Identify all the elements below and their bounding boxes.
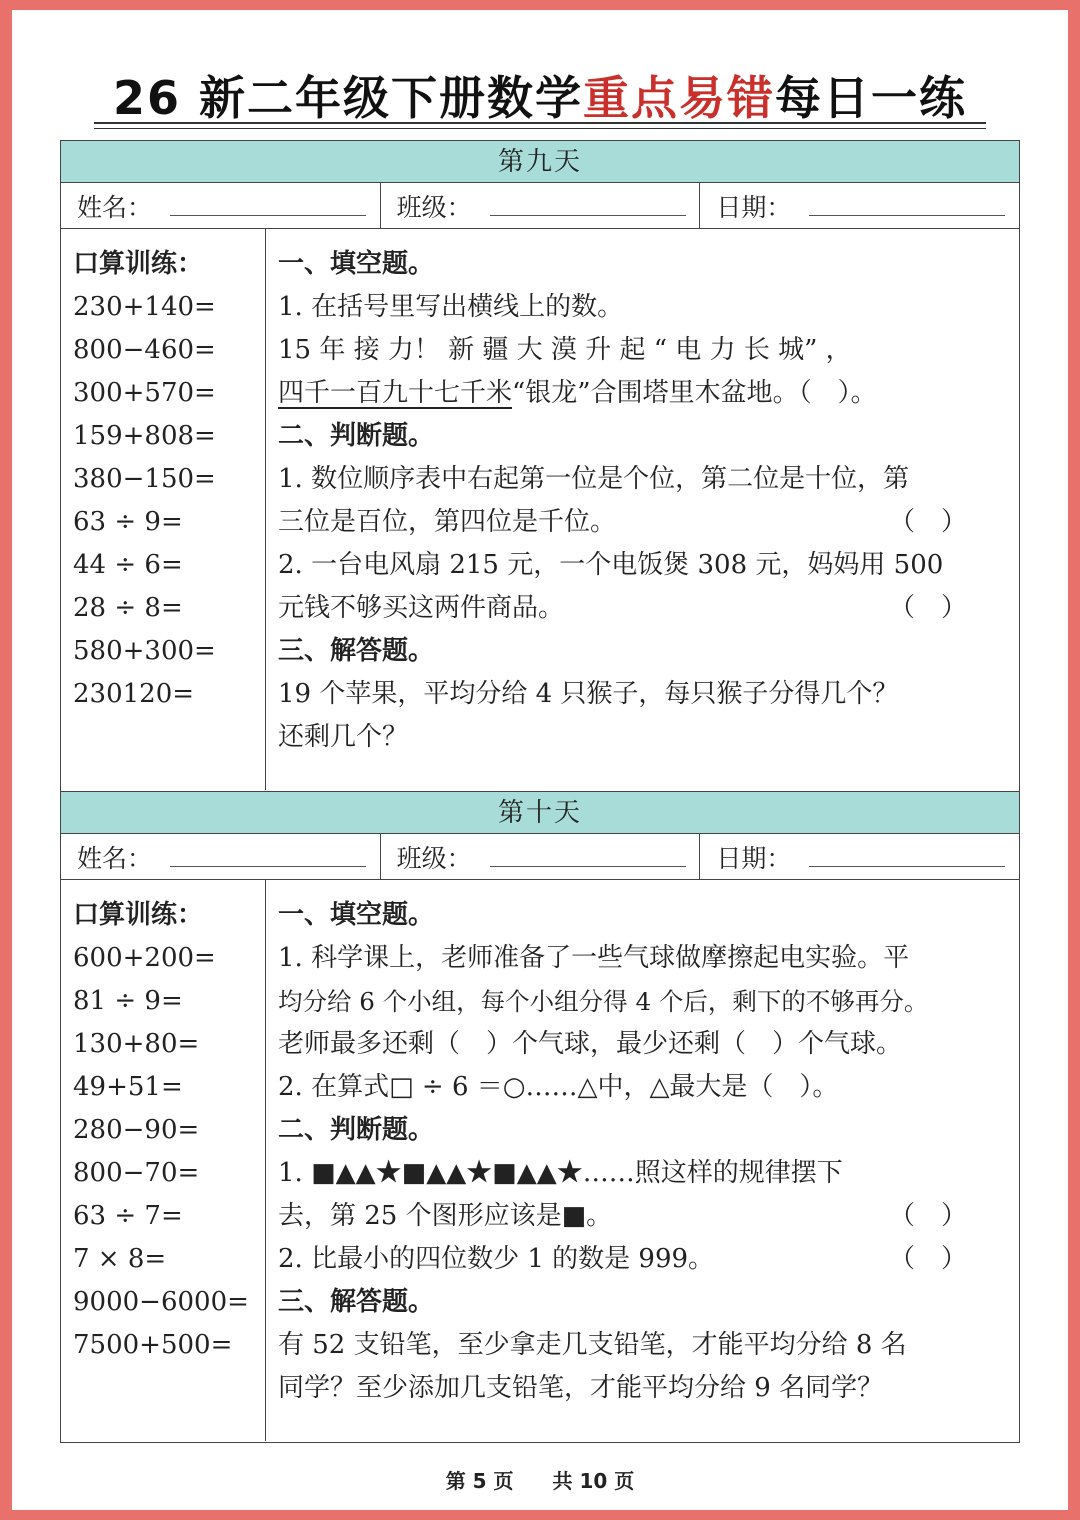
title-underline-thin xyxy=(94,128,986,129)
title-part2: 每日一练 xyxy=(775,71,968,125)
question-text-tail: 三位是百位，第四位是千位。 xyxy=(278,507,617,537)
answer-parentheses[interactable]: （ ） xyxy=(888,507,967,537)
date-label: 日期： xyxy=(716,843,792,873)
section-title-solve: 三、解答题。 xyxy=(278,636,435,666)
page-title xyxy=(12,62,1068,128)
mental-item: 230120= xyxy=(73,679,195,709)
date-field[interactable] xyxy=(700,183,1019,228)
name-field[interactable] xyxy=(61,834,381,879)
answer-parentheses[interactable]: （ ） xyxy=(888,1244,967,1274)
mental-item: 7 × 8= xyxy=(73,1244,167,1274)
question-text xyxy=(278,1195,1009,1238)
name-label: 姓名： xyxy=(77,843,153,873)
date-blank[interactable] xyxy=(809,196,1005,216)
question-text: 均分给 6 个小组，每个小组分得 4 个后，剩下的不够再分。 xyxy=(278,987,929,1016)
class-label: 班级： xyxy=(396,843,472,873)
name-blank[interactable] xyxy=(170,847,366,867)
question-text: 2. 一台电风扇 215 元，一个电饭煲 308 元，妈妈用 500 xyxy=(278,550,944,580)
question-text-tail: 2. 比最小的四位数少 1 的数是 999。 xyxy=(278,1244,715,1274)
title-highlight: 重点易错 xyxy=(583,71,776,125)
question-text: 15 年 接 力！ 新 疆 大 漠 升 起 “ 电 力 长 城” ， xyxy=(278,335,852,365)
day-header: 第十天 xyxy=(61,792,1019,834)
mental-item: 280−90= xyxy=(73,1115,200,1145)
info-row xyxy=(61,834,1019,880)
question-text xyxy=(278,1238,1009,1281)
mental-item: 63 ÷ 7= xyxy=(73,1201,183,1231)
title-underline xyxy=(94,122,986,124)
questions-column xyxy=(266,229,1019,790)
day-section-9 xyxy=(60,140,1020,792)
question-text: 1. ■▲▲★■▲▲★■▲▲★……照这样的规律摆下 xyxy=(278,1158,843,1188)
questions-column xyxy=(266,880,1019,1441)
mental-item: 28 ÷ 8= xyxy=(73,593,183,623)
mental-item: 130+80= xyxy=(73,1029,200,1059)
mental-item: 230+140= xyxy=(73,292,216,322)
question-text xyxy=(278,501,1009,544)
name-label: 姓名： xyxy=(77,192,153,222)
mental-item: 159+808= xyxy=(73,421,216,451)
question-text: 有 52 支铅笔，至少拿走几支铅笔，才能平均分给 8 名 xyxy=(278,1330,907,1360)
mental-math-title: 口算训练： xyxy=(73,900,204,930)
date-blank[interactable] xyxy=(809,847,1005,867)
mental-item: 81 ÷ 9= xyxy=(73,986,183,1016)
mental-item: 380−150= xyxy=(73,464,216,494)
mental-math-column xyxy=(61,880,266,1441)
info-row xyxy=(61,183,1019,229)
mental-item: 63 ÷ 9= xyxy=(73,507,183,537)
section-title-fill: 一、填空题。 xyxy=(278,249,435,279)
mental-item: 580+300= xyxy=(73,636,216,666)
question-text-tail: 去，第 25 个图形应该是■。 xyxy=(278,1201,613,1231)
class-blank[interactable] xyxy=(490,847,686,867)
day-section-10 xyxy=(60,791,1020,1443)
question-text: 同学？至少添加几支铅笔，才能平均分给 9 名同学？ xyxy=(278,1373,884,1403)
mental-item: 9000−6000= xyxy=(73,1287,249,1317)
page-number: 第 5 页 xyxy=(445,1469,514,1493)
mental-item: 800−460= xyxy=(73,335,216,365)
question-text-tail: 元钱不够买这两件商品。 xyxy=(278,593,565,623)
mental-item: 800−70= xyxy=(73,1158,200,1188)
answer-parentheses[interactable]: （ ） xyxy=(888,1201,967,1231)
mental-math-column xyxy=(61,229,266,790)
section-title-solve: 三、解答题。 xyxy=(278,1287,435,1317)
question-text xyxy=(278,587,1009,630)
question-text: 1. 在括号里写出横线上的数。 xyxy=(278,292,624,322)
title-part1: 26 新二年级下册数学 xyxy=(112,71,584,125)
section-title-fill: 一、填空题。 xyxy=(278,900,435,930)
worksheet-page xyxy=(12,10,1068,1510)
section-title-judge: 二、判断题。 xyxy=(278,421,435,451)
question-text: 还剩几个？ xyxy=(278,722,409,752)
name-field[interactable] xyxy=(61,183,381,228)
mental-item: 44 ÷ 6= xyxy=(73,550,183,580)
class-label: 班级： xyxy=(396,192,472,222)
date-label: 日期： xyxy=(716,192,792,222)
mental-item: 600+200= xyxy=(73,943,216,973)
answer-parentheses[interactable]: （ ） xyxy=(888,593,967,623)
question-text: 2. 在算式□ ÷ 6 ＝○……△中，△最大是（ ）。 xyxy=(278,1072,839,1102)
class-field[interactable] xyxy=(381,183,701,228)
class-field[interactable] xyxy=(381,834,701,879)
mental-item: 7500+500= xyxy=(73,1330,233,1360)
class-blank[interactable] xyxy=(490,196,686,216)
question-text: 1. 数位顺序表中右起第一位是个位，第二位是十位，第 xyxy=(278,464,910,494)
mental-item: 49+51= xyxy=(73,1072,183,1102)
date-field[interactable] xyxy=(700,834,1019,879)
question-text-tail: “银龙”合围塔里木盆地。（ ）。 xyxy=(512,378,877,408)
day-body xyxy=(61,880,1019,1441)
underlined-number: 四千一百九十七千米 xyxy=(278,378,513,408)
day-header: 第九天 xyxy=(61,141,1019,183)
page-total: 共 10 页 xyxy=(552,1469,635,1493)
question-text: 1. 科学课上，老师准备了一些气球做摩擦起电实验。平 xyxy=(278,943,910,973)
mental-item: 300+570= xyxy=(73,378,216,408)
section-title-judge: 二、判断题。 xyxy=(278,1115,435,1145)
name-blank[interactable] xyxy=(170,196,366,216)
question-text: 19 个苹果，平均分给 4 只猴子，每只猴子分得几个？ xyxy=(278,679,899,709)
question-text: 老师最多还剩（ ）个气球，最少还剩（ ）个气球。 xyxy=(278,1029,903,1059)
question-text xyxy=(278,372,1009,415)
day-body xyxy=(61,229,1019,790)
page-footer xyxy=(12,1465,1068,1494)
mental-math-title: 口算训练： xyxy=(73,249,204,279)
